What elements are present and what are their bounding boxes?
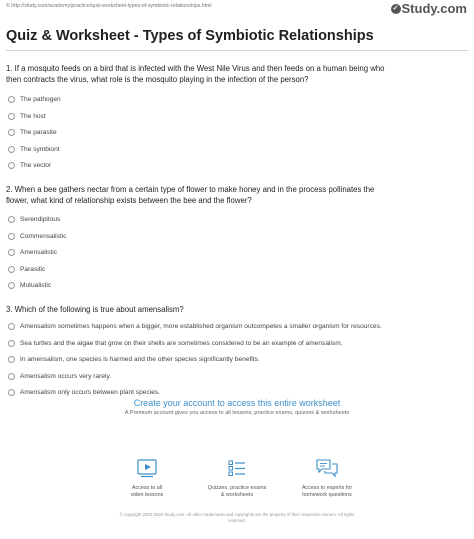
option-radio[interactable]: [8, 94, 61, 104]
question-1-line-1: 1. If a mosquito feeds on a bird that is infected with the West Nile Virus and then feeds on a human being who: [6, 64, 385, 73]
checklist-icon: [226, 458, 248, 478]
copyright-line-1: © copyright 2003-2020 Study.com. All other trademarks and copyrights are the property of their respective owners. All rights: [119, 512, 355, 517]
option-radio[interactable]: [8, 338, 343, 348]
page-url: © http://study.com/academy/practice/quiz-worksheet-types-of-symbiotic-relationships.html: [6, 3, 212, 9]
feature-label-line-2: & worksheets: [220, 492, 254, 498]
radio-icon[interactable]: [8, 323, 15, 330]
option-radio[interactable]: [8, 160, 51, 170]
feature-label-line-2: video lessons: [130, 492, 164, 498]
page-title: Quiz & Worksheet - Types of Symbiotic Relationships: [6, 28, 374, 44]
radio-icon[interactable]: [8, 340, 15, 347]
question-3-line-1: 3. Which of the following is true about amensalism?: [6, 305, 184, 314]
copyright-footer: [0, 512, 474, 524]
option-label: Amensalism sometimes happens when a bigger, more established organism outcompetes a smaller organism for resources.: [20, 322, 382, 330]
premium-subtitle: A Premium account gives you access to all lessons, practice exams, quizzes & worksheets: [124, 410, 350, 416]
study-logo-icon: ✓: [391, 4, 401, 14]
radio-icon[interactable]: [8, 249, 15, 256]
feature-experts: [272, 458, 382, 499]
option-radio[interactable]: [8, 144, 60, 154]
feature-label-line-1: Access to experts for: [301, 485, 353, 491]
radio-icon[interactable]: [8, 266, 15, 273]
radio-icon[interactable]: [8, 356, 15, 363]
option-label: The symbiont: [20, 145, 60, 153]
option-radio[interactable]: [8, 214, 60, 224]
option-radio[interactable]: [8, 111, 46, 121]
option-radio[interactable]: [8, 127, 57, 137]
radio-icon[interactable]: [8, 216, 15, 223]
study-logo[interactable]: [391, 1, 468, 16]
option-label: Mutualistic: [20, 281, 52, 289]
option-label: The parasite: [20, 128, 57, 136]
feature-label-line-1: Access to all: [131, 485, 163, 491]
option-label: Commensalistic: [20, 232, 67, 240]
question-1-line-2: then contracts the virus, what role is the mosquito playing in the infection of the person?: [6, 75, 309, 84]
option-label: Amensalistic: [20, 248, 58, 256]
option-label: Amensalism occurs very rarely.: [20, 372, 112, 380]
feature-label-line-1: Quizzes, practice exams: [207, 485, 267, 491]
option-label: Serendipitous: [20, 215, 61, 223]
feature-label-line-2: homework questions: [302, 492, 352, 498]
chat-bubbles-icon: [315, 458, 339, 478]
radio-icon[interactable]: [8, 162, 15, 169]
option-radio[interactable]: [8, 280, 51, 290]
option-radio[interactable]: [8, 264, 45, 274]
question-1-text: [6, 63, 468, 85]
option-label: Amensalism only occurs between plant species.: [20, 388, 161, 396]
radio-icon[interactable]: [8, 96, 15, 103]
option-label: Sea turtles and the algae that grow on their shells are sometimes considered to be an example of amensalism.: [20, 339, 343, 347]
question-2-line-2: flower, what kind of relationship exists between the bee and the flower?: [6, 196, 252, 205]
option-radio[interactable]: [8, 387, 160, 397]
option-label: The pathogen: [20, 95, 61, 103]
option-label: The host: [20, 112, 46, 120]
radio-icon[interactable]: [8, 233, 15, 240]
radio-icon[interactable]: [8, 129, 15, 136]
option-radio[interactable]: [8, 354, 260, 364]
option-radio[interactable]: [8, 231, 67, 241]
option-label: The vector: [20, 161, 52, 169]
option-label: In amensalism, one species is harmed and the other species significantly benefits.: [20, 355, 260, 363]
radio-icon[interactable]: [8, 113, 15, 120]
question-2-text: [6, 184, 468, 206]
option-radio[interactable]: [8, 321, 382, 331]
title-divider: [6, 50, 468, 51]
radio-icon[interactable]: [8, 146, 15, 153]
question-3-text: [6, 304, 468, 315]
question-2-line-1: 2. When a bee gathers nectar from a certain type of flower to make honey and in the process pollinates the: [6, 185, 375, 194]
radio-icon[interactable]: [8, 389, 15, 396]
copyright-line-2: reserved.: [228, 518, 246, 523]
option-radio[interactable]: [8, 371, 111, 381]
premium-promo: [0, 398, 474, 528]
logo-text: Study.com: [401, 1, 467, 16]
radio-icon[interactable]: [8, 282, 15, 289]
create-account-link[interactable]: Create your account to access this entire worksheet: [133, 398, 341, 408]
option-radio[interactable]: [8, 247, 57, 257]
video-play-icon: [136, 458, 158, 478]
radio-icon[interactable]: [8, 373, 15, 380]
option-label: Parasitic: [20, 265, 46, 273]
